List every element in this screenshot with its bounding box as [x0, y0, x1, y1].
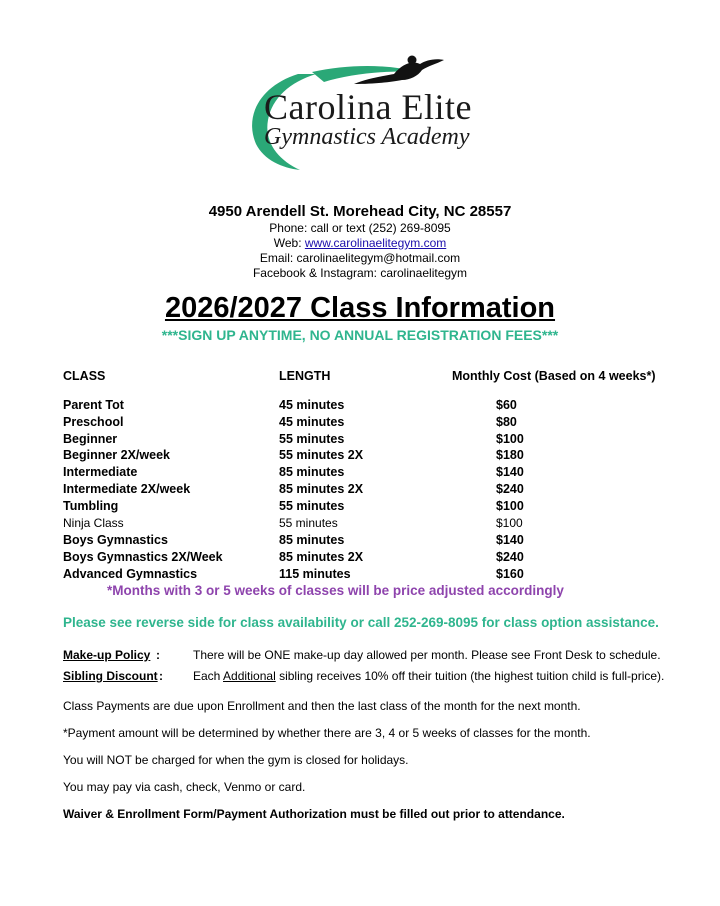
payment-method-note: You may pay via cash, check, Venmo or card. [63, 780, 306, 794]
class-length: 55 minutes 2X [279, 448, 364, 462]
sibling-discount-text [193, 669, 664, 683]
makeup-policy-label-text: Make-up Policy [63, 648, 151, 662]
email: Email: carolinaelitegym@hotmail.com [259, 251, 461, 265]
class-name: Beginner [63, 432, 118, 446]
table-row [0, 567, 720, 584]
class-cost: $240 [496, 482, 524, 496]
header-cost: Monthly Cost (Based on 4 weeks*) [452, 369, 656, 383]
class-length: 85 minutes [279, 465, 345, 479]
signup-banner: ***SIGN UP ANYTIME, NO ANNUAL REGISTRATION FEES*** [161, 327, 559, 343]
class-length: 115 minutes [279, 567, 351, 581]
class-cost: $100 [496, 516, 523, 530]
page-title: 2026/2027 Class Information [164, 292, 556, 324]
class-length: 55 minutes [279, 516, 338, 530]
class-name: Boys Gymnastics 2X/Week [63, 550, 223, 564]
table-row [0, 415, 720, 432]
table-row [0, 516, 720, 533]
address: 4950 Arendell St. Morehead City, NC 28557 [208, 203, 512, 220]
class-name: Boys Gymnastics [63, 533, 168, 547]
class-name: Preschool [63, 415, 124, 429]
table-row [0, 533, 720, 550]
class-length: 45 minutes [279, 415, 345, 429]
class-name: Tumbling [63, 499, 119, 513]
logo [238, 52, 478, 174]
website-link[interactable]: www.carolinaelitegym.com [304, 236, 447, 250]
class-cost: $180 [496, 448, 524, 462]
class-cost: $100 [496, 432, 524, 446]
header-class: CLASS [63, 369, 106, 383]
table-row [0, 432, 720, 449]
class-name: Ninja Class [63, 516, 124, 530]
waiver-note: Waiver & Enrollment Form/Payment Authorization must be filled out prior to attendance. [63, 807, 565, 821]
class-name: Parent Tot [63, 398, 124, 412]
logo-line-1: Carolina Elite [264, 87, 472, 127]
class-length: 85 minutes 2X [279, 482, 364, 496]
payment-due-note: Class Payments are due upon Enrollment and then the last class of the month for the next month. [63, 699, 581, 713]
reverse-side-note: Please see reverse side for class availability or call 252-269-8095 for class option assistance. [63, 615, 659, 630]
class-length: 55 minutes [279, 432, 345, 446]
web-label: Web: [273, 236, 305, 250]
class-length: 85 minutes [279, 533, 345, 547]
class-name: Advanced Gymnastics [63, 567, 198, 581]
class-cost: $140 [496, 465, 524, 479]
table-row [0, 398, 720, 415]
class-length: 55 minutes [279, 499, 345, 513]
sibling-colon: : [159, 669, 163, 683]
sibling-post: sibling receives 10% off their tuition (the highest tuition child is full-price). [275, 669, 665, 683]
table-row [0, 482, 720, 499]
table-row [0, 448, 720, 465]
makeup-colon: : [156, 648, 160, 662]
sibling-underlined: Additional [223, 669, 276, 683]
header-length: LENGTH [279, 369, 331, 383]
months-note: *Months with 3 or 5 weeks of classes will be price adjusted accordingly [107, 583, 564, 598]
social: Facebook & Instagram: carolinaelitegym [252, 266, 468, 280]
class-length: 45 minutes [279, 398, 345, 412]
makeup-policy-text: There will be ONE make-up day allowed per month. Please see Front Desk to schedule. [193, 648, 661, 662]
class-cost: $80 [496, 415, 517, 429]
sibling-discount-label [63, 669, 158, 683]
table-row [0, 499, 720, 516]
class-cost: $140 [496, 533, 524, 547]
holiday-note: You will NOT be charged for when the gym is closed for holidays. [63, 753, 409, 767]
web-line [0, 236, 720, 251]
phone: Phone: call or text (252) 269-8095 [269, 221, 451, 235]
class-cost: $160 [496, 567, 524, 581]
class-cost: $100 [496, 499, 524, 513]
class-name: Intermediate [63, 465, 138, 479]
class-name: Beginner 2X/week [63, 448, 170, 462]
sibling-pre: Each [193, 669, 224, 683]
table-row [0, 550, 720, 567]
class-cost: $60 [496, 398, 517, 412]
logo-line-2: Gymnastics Academy [264, 124, 470, 150]
payment-amount-note: *Payment amount will be determined by whether there are 3, 4 or 5 weeks of classes for the month. [63, 726, 591, 740]
class-cost: $240 [496, 550, 524, 564]
makeup-policy-label [63, 648, 150, 662]
table-row [0, 465, 720, 482]
class-name: Intermediate 2X/week [63, 482, 191, 496]
class-length: 85 minutes 2X [279, 550, 364, 564]
sibling-discount-label-text: Sibling Discount [63, 669, 158, 683]
